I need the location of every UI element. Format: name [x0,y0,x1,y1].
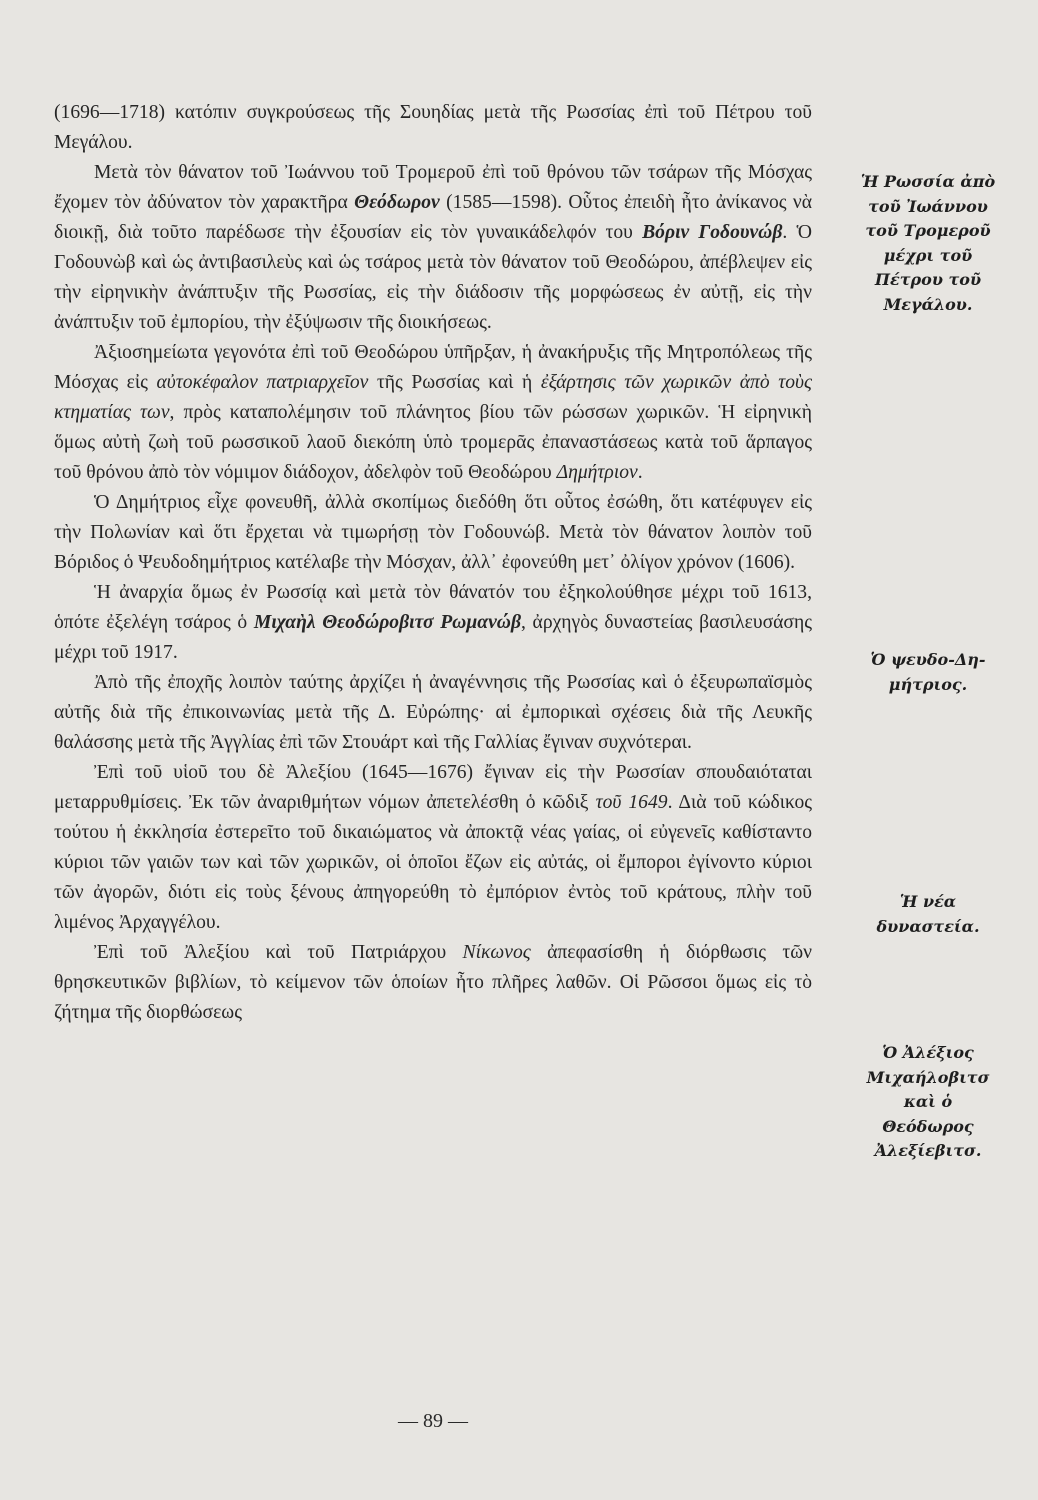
text-run: τῆς Ρωσσίας καὶ ἡ [368,372,541,393]
text-run: Ὁ Δημήτριος εἶχε φονευθῆ, ἀλλὰ σκοπίμως διεδόθη ὅτι οὗτος ἐσώθη, ὅτι κατέφυγεν εἰς τὴν Πολωνίαν καὶ ὅτι ἔρχεται νὰ τιμωρήσῃ τὸν Γοδουνώβ. Μετὰ τὸν θάνατον λοιπὸν τοῦ Βόριδος ὁ Ψευδοδημήτριος κατέλαβε τὴν Μόσχαν, ἀλλ᾽ ἐφονεύθη μετ᾽ ὀλίγον χρόνον (1606). [54,492,812,573]
margin-note-line: Μιχαήλοβιτσ [866,1067,990,1087]
paragraph-p4 [54,488,812,578]
margin-note-line: μέχρι τοῦ [883,245,973,265]
text-run: Ἀπὸ τῆς ἐποχῆς λοιπὸν ταύτης ἀρχίζει ἡ ἀναγέννησις τῆς Ρωσσίας καὶ ὁ ἐξευρωπαϊσμὸς αὐτῆς διὰ τῆς ἐπικοινωνίας μετὰ τῆς Δ. Εὐρώπης· αἱ ἐμπορικαὶ σχέσεις διὰ τῆς Λευκῆς θαλάσσης μετὰ τῆς Ἀγγλίας ἐπὶ τῶν Στουάρτ καὶ τῆς Γαλλίας ἔγιναν συχνότεραι. [54,672,812,753]
text-run: ἀπεφασίσθη ἡ διόρθωσις τῶν θρησκευτικῶν βιβλίων, τὸ κείμενον τῶν ὁποίων ἦτο πλῆρες λαθῶν. Οἱ Ρῶσσοι ὅμως εἰς τὸ ζήτημα τῆς διορθώσεως [54,942,812,1023]
margin-note-russia [828,170,1028,317]
margin-note-line: Μεγάλου. [883,294,973,314]
margin-note-line: τοῦ Τρομεροῦ [865,221,991,240]
text-run: . Διὰ τοῦ κώδικος τούτου ἡ ἐκκλησία ἐστερεῖτο τοῦ δικαιώματος νὰ ἀποκτᾷ νέας γαίας, οἱ εὐγενεῖς καθίσταντο κύριοι τῶν γαιῶν των καὶ τῶν χωρικῶν, οἱ ὁποῖοι ἔζων εἰς αὐτάς, οἱ ἔμποροι ἐγίνοντο κύριοι τῶν ἀγορῶν, διότι εἰς τοὺς ξένους ἀπηγορεύθη τὸ ἐμπόριον ἐντὸς τοῦ κράτους, πλὴν τοῦ λιμένος Ἀρχαγγέλου. [54,792,813,933]
margin-note-line: καὶ ὁ [903,1092,953,1111]
text-run: Μετὰ τὸν θάνατον τοῦ Ἰωάννου τοῦ Τρομεροῦ ἐπὶ τοῦ θρόνου τῶν τσάρων τῆς Μόσχας ἔχομεν τὸν ἀδύνατον τὸν χαρακτῆρα [54,162,812,213]
paragraph-p5 [54,578,812,668]
paragraph-p8 [54,938,812,1028]
text-run: Δημήτριον [556,462,638,483]
text-run: Μιχαὴλ Θεοδώροβιτσ Ρωμανώβ [253,612,521,633]
paragraph-p2 [54,158,812,338]
margin-note-line: Θεόδωρος [882,1116,974,1136]
text-run: (1696—1718) κατόπιν συγκρούσεως τῆς Σουηδίας μετὰ τῆς Ρωσσίας ἐπὶ τοῦ Πέτρου τοῦ Μεγάλου. [54,102,812,153]
paragraph-p3 [54,338,812,488]
margin-note-line: Ἀλεξίεβιτσ. [874,1141,982,1160]
text-run: , πρὸς καταπολέμησιν τοῦ πλάνητος βίου τῶν ρώσσων χωρικῶν. Ἡ εἰρηνικὴ ὅμως αὐτὴ ζωὴ τοῦ ρωσσικοῦ λαοῦ διεκόπη ὑπὸ τρομερᾶς ἐπαναστάσεως κατὰ τοῦ ἅρπαγος τοῦ θρόνου ἀπὸ τὸν νόμιμον διάδοχον, ἀδελφὸν τοῦ Θεοδώρου [54,402,812,483]
margin-note-new-dynasty [828,890,1028,939]
text-run: τοῦ 1649 [595,792,668,813]
paragraph-p7 [54,758,812,938]
body-text [54,98,812,1028]
text-run: . Ὁ Γοδουνὼβ καὶ ὡς ἀντιβασιλεὺς καὶ ὡς τσάρος μετὰ τὸν θάνατον τοῦ Θεοδώρου, ἀπέβλεψεν εἰς τὴν εἰρηνικὴν ἀνάπτυξιν τῆς Ρωσσίας, εἰς τὴν διάδοσιν τῆς μορφώσεως ἐν αὐτῇ, εἰς τὴν ἀνάπτυξιν τοῦ ἐμπορίου, τὴν ἐξύψωσιν τῆς διοικήσεως. [54,222,813,333]
paragraph-p1 [54,98,812,158]
paragraph-p6 [54,668,812,758]
text-run: αὐτοκέφαλον πατριαρχεῖον [156,372,369,393]
text-run: Νίκωνος [462,942,531,963]
margin-note-line: τοῦ Ἰωάννου [868,196,988,216]
margin-note-line: Ἡ νέα [899,892,957,911]
margin-note-alexios [828,1041,1028,1164]
margin-note-line: Ὁ ψευδο-Δη- [870,650,986,669]
text-run: . [637,462,643,483]
text-run: Θεόδωρον [354,192,440,213]
text-run: Ἐπὶ τοῦ υἱοῦ του δὲ Ἀλεξίου (1645—1676) ἔγιναν εἰς τὴν Ρωσσίαν σπουδαιόταται μεταρρυθμίσεις. Ἐκ τῶν ἀναριθμήτων νόμων ἀπετελέσθη ὁ κῶδιξ [54,762,812,813]
margin-note-pseudo-dimitrios [828,648,1028,697]
text-run: Ἐπὶ τοῦ Ἀλεξίου καὶ τοῦ Πατριάρχου [94,942,463,963]
margin-note-line: Ἡ Ρωσσία ἀπὸ [860,172,996,191]
margin-note-line: δυναστεία. [876,916,980,936]
text-run: Ἀξιοσημείωτα γεγονότα ἐπὶ τοῦ Θεοδώρου ὑπῆρξαν, ἡ ἀνακήρυξις τῆς Μητροπόλεως τῆς Μόσχας εἰς [54,342,812,393]
margin-note-line: Ὁ Ἀλέξιος [882,1043,974,1062]
margin-note-line: Πέτρου τοῦ [874,270,982,289]
text-run: Ἡ ἀναρχία ὅμως ἐν Ρωσσίᾳ καὶ μετὰ τὸν θάνατόν του ἐξηκολούθησε μέχρι τοῦ 1613, ὁπότε ἐξελέγη τσάρος ὁ [54,582,812,633]
text-run: , ἀρχηγὸς δυναστείας βασιλευσάσης μέχρι τοῦ 1917. [54,612,812,663]
text-run: (1585—1598). Οὗτος ἐπειδὴ ἦτο ἀνίκανος νὰ διοικῇ, διὰ τοῦτο παρέδωσε τὴν ἐξουσίαν εἰς τὸν γυναικάδελφόν του [54,192,812,243]
text-run: Βόριν Γοδουνώβ [642,222,783,243]
page-number: — 89 — [398,1410,468,1432]
text-run: ἐξάρτησις τῶν χωρικῶν ἀπὸ τοὺς κτηματίας των [54,372,812,423]
margin-note-line: μήτριος. [888,674,968,694]
